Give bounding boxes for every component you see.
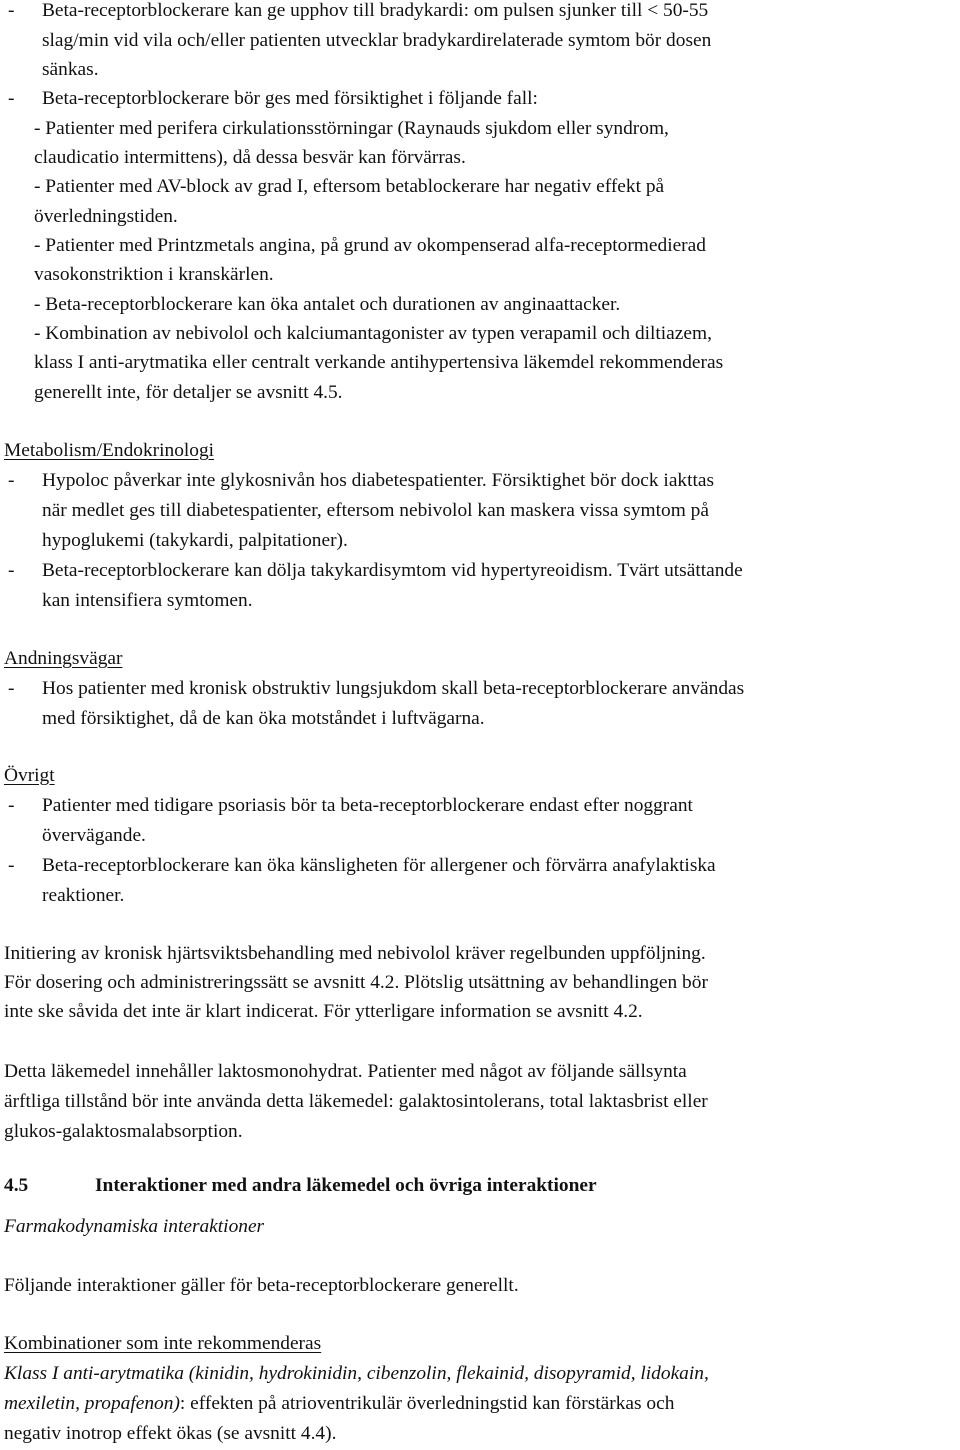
text-line: reaktioner. xyxy=(42,885,125,906)
text-line: ärftliga tillstånd bör inte använda detta läkemedel: galaktosintolerans, total laktasbrist eller xyxy=(4,1091,708,1112)
text-line: negativ inotrop effekt ökas (se avsnitt 4.4). xyxy=(4,1423,337,1444)
text-line: övervägande. xyxy=(42,825,146,846)
text-line: sänkas. xyxy=(42,59,99,80)
text-line: Initiering av kronisk hjärtsviktsbehandling med nebivolol kräver regelbunden uppföljning. xyxy=(4,943,706,964)
section-heading-ovrigt: Övrigt xyxy=(4,765,55,786)
text-line: med försiktighet, då de kan öka motståndet i luftvägarna. xyxy=(42,708,485,729)
text-line: - Kombination av nebivolol och kalciumantagonister av typen verapamil och diltiazem, xyxy=(34,323,712,344)
text-line xyxy=(4,1389,674,1419)
text-line: Följande interaktioner gäller för beta-receptorblockerare generellt. xyxy=(4,1275,519,1296)
text-line: Beta-receptorblockerare kan öka känsligheten för allergener och förvärra anafylaktiska xyxy=(42,855,716,876)
text-line: överledningstiden. xyxy=(34,206,178,227)
text-line: Beta-receptorblockerare kan ge upphov till bradykardi: om pulsen sjunker till < 50-55 xyxy=(42,0,709,21)
list-dash: - xyxy=(8,795,15,816)
text-line: klass I anti-arytmatika eller centralt verkande antihypertensiva läkemdel rekommenderas xyxy=(34,352,724,373)
text-line: claudicatio intermittens), då dessa besvär kan förvärras. xyxy=(34,147,466,168)
text-line: Hypoloc påverkar inte glykosnivån hos diabetespatienter. Försiktighet bör dock iakttas xyxy=(42,470,715,491)
text-line: hypoglukemi (takykardi, palpitationer). xyxy=(42,530,348,551)
text-line: - Patienter med perifera cirkulationsstörningar (Raynauds sjukdom eller syndrom, xyxy=(34,118,669,139)
text-line: vasokonstriktion i kranskärlen. xyxy=(34,264,274,285)
text-line: - Patienter med Printzmetals angina, på grund av okompenserad alfa-receptormedierad xyxy=(34,235,706,256)
subheading-kombinationer: Kombinationer som inte rekommenderas xyxy=(4,1333,322,1354)
text-line: generellt inte, för detaljer se avsnitt 4.5. xyxy=(34,382,343,403)
text-line: kan intensifiera symtomen. xyxy=(42,590,253,611)
list-dash: - xyxy=(8,88,15,109)
subheading-farmakodynamiska: Farmakodynamiska interaktioner xyxy=(4,1216,265,1237)
text-line: - Patienter med AV-block av grad I, eftersom betablockerare har negativ effekt på xyxy=(34,176,665,197)
text-line: Hos patienter med kronisk obstruktiv lungsjukdom skall beta-receptorblockerare användas xyxy=(42,678,745,699)
list-dash: - xyxy=(8,560,15,581)
text-line: Detta läkemedel innehåller laktosmonohydrat. Patienter med något av följande sällsynta xyxy=(4,1061,687,1082)
section-heading-metabolism: Metabolism/Endokrinologi xyxy=(4,440,215,461)
text-line: när medlet ges till diabetespatienter, eftersom nebivolol kan maskera vissa symtom på xyxy=(42,500,709,521)
section-title: Interaktioner med andra läkemedel och övriga interaktioner xyxy=(95,1175,597,1196)
list-dash: - xyxy=(8,470,15,491)
list-dash: - xyxy=(8,678,15,699)
text-line: Patienter med tidigare psoriasis bör ta beta-receptorblockerare endast efter noggrant xyxy=(42,795,693,816)
list-dash: - xyxy=(8,855,15,876)
text-line: Beta-receptorblockerare bör ges med försiktighet i följande fall: xyxy=(42,88,538,109)
italic-span: mexiletin, propafenon) xyxy=(4,1393,180,1414)
text-line: Beta-receptorblockerare kan dölja takykardisymtom vid hypertyreoidism. Tvärt utsättande xyxy=(42,560,743,581)
text-line: inte ske såvida det inte är klart indicerat. För ytterligare information se avsnitt 4.2. xyxy=(4,1001,643,1022)
text-line: För dosering och administreringssätt se avsnitt 4.2. Plötslig utsättning av behandlingen bör xyxy=(4,972,708,993)
list-dash: - xyxy=(8,0,15,21)
text-line: Klass I anti-arytmatika (kinidin, hydrokinidin, cibenzolin, flekainid, disopyramid, lidokain, xyxy=(4,1363,709,1384)
text-line: - Beta-receptorblockerare kan öka antalet och durationen av anginaattacker. xyxy=(34,294,621,315)
section-number: 4.5 xyxy=(4,1175,29,1196)
text-line: slag/min vid vila och/eller patienten utvecklar bradykardirelaterade symtom bör dosen xyxy=(42,30,712,51)
section-heading-andningsvagar: Andningsvägar xyxy=(4,648,123,669)
text-span: : effekten på atrioventrikulär överledningstid kan förstärkas och xyxy=(179,1393,675,1414)
text-line: glukos-galaktosmalabsorption. xyxy=(4,1121,243,1142)
